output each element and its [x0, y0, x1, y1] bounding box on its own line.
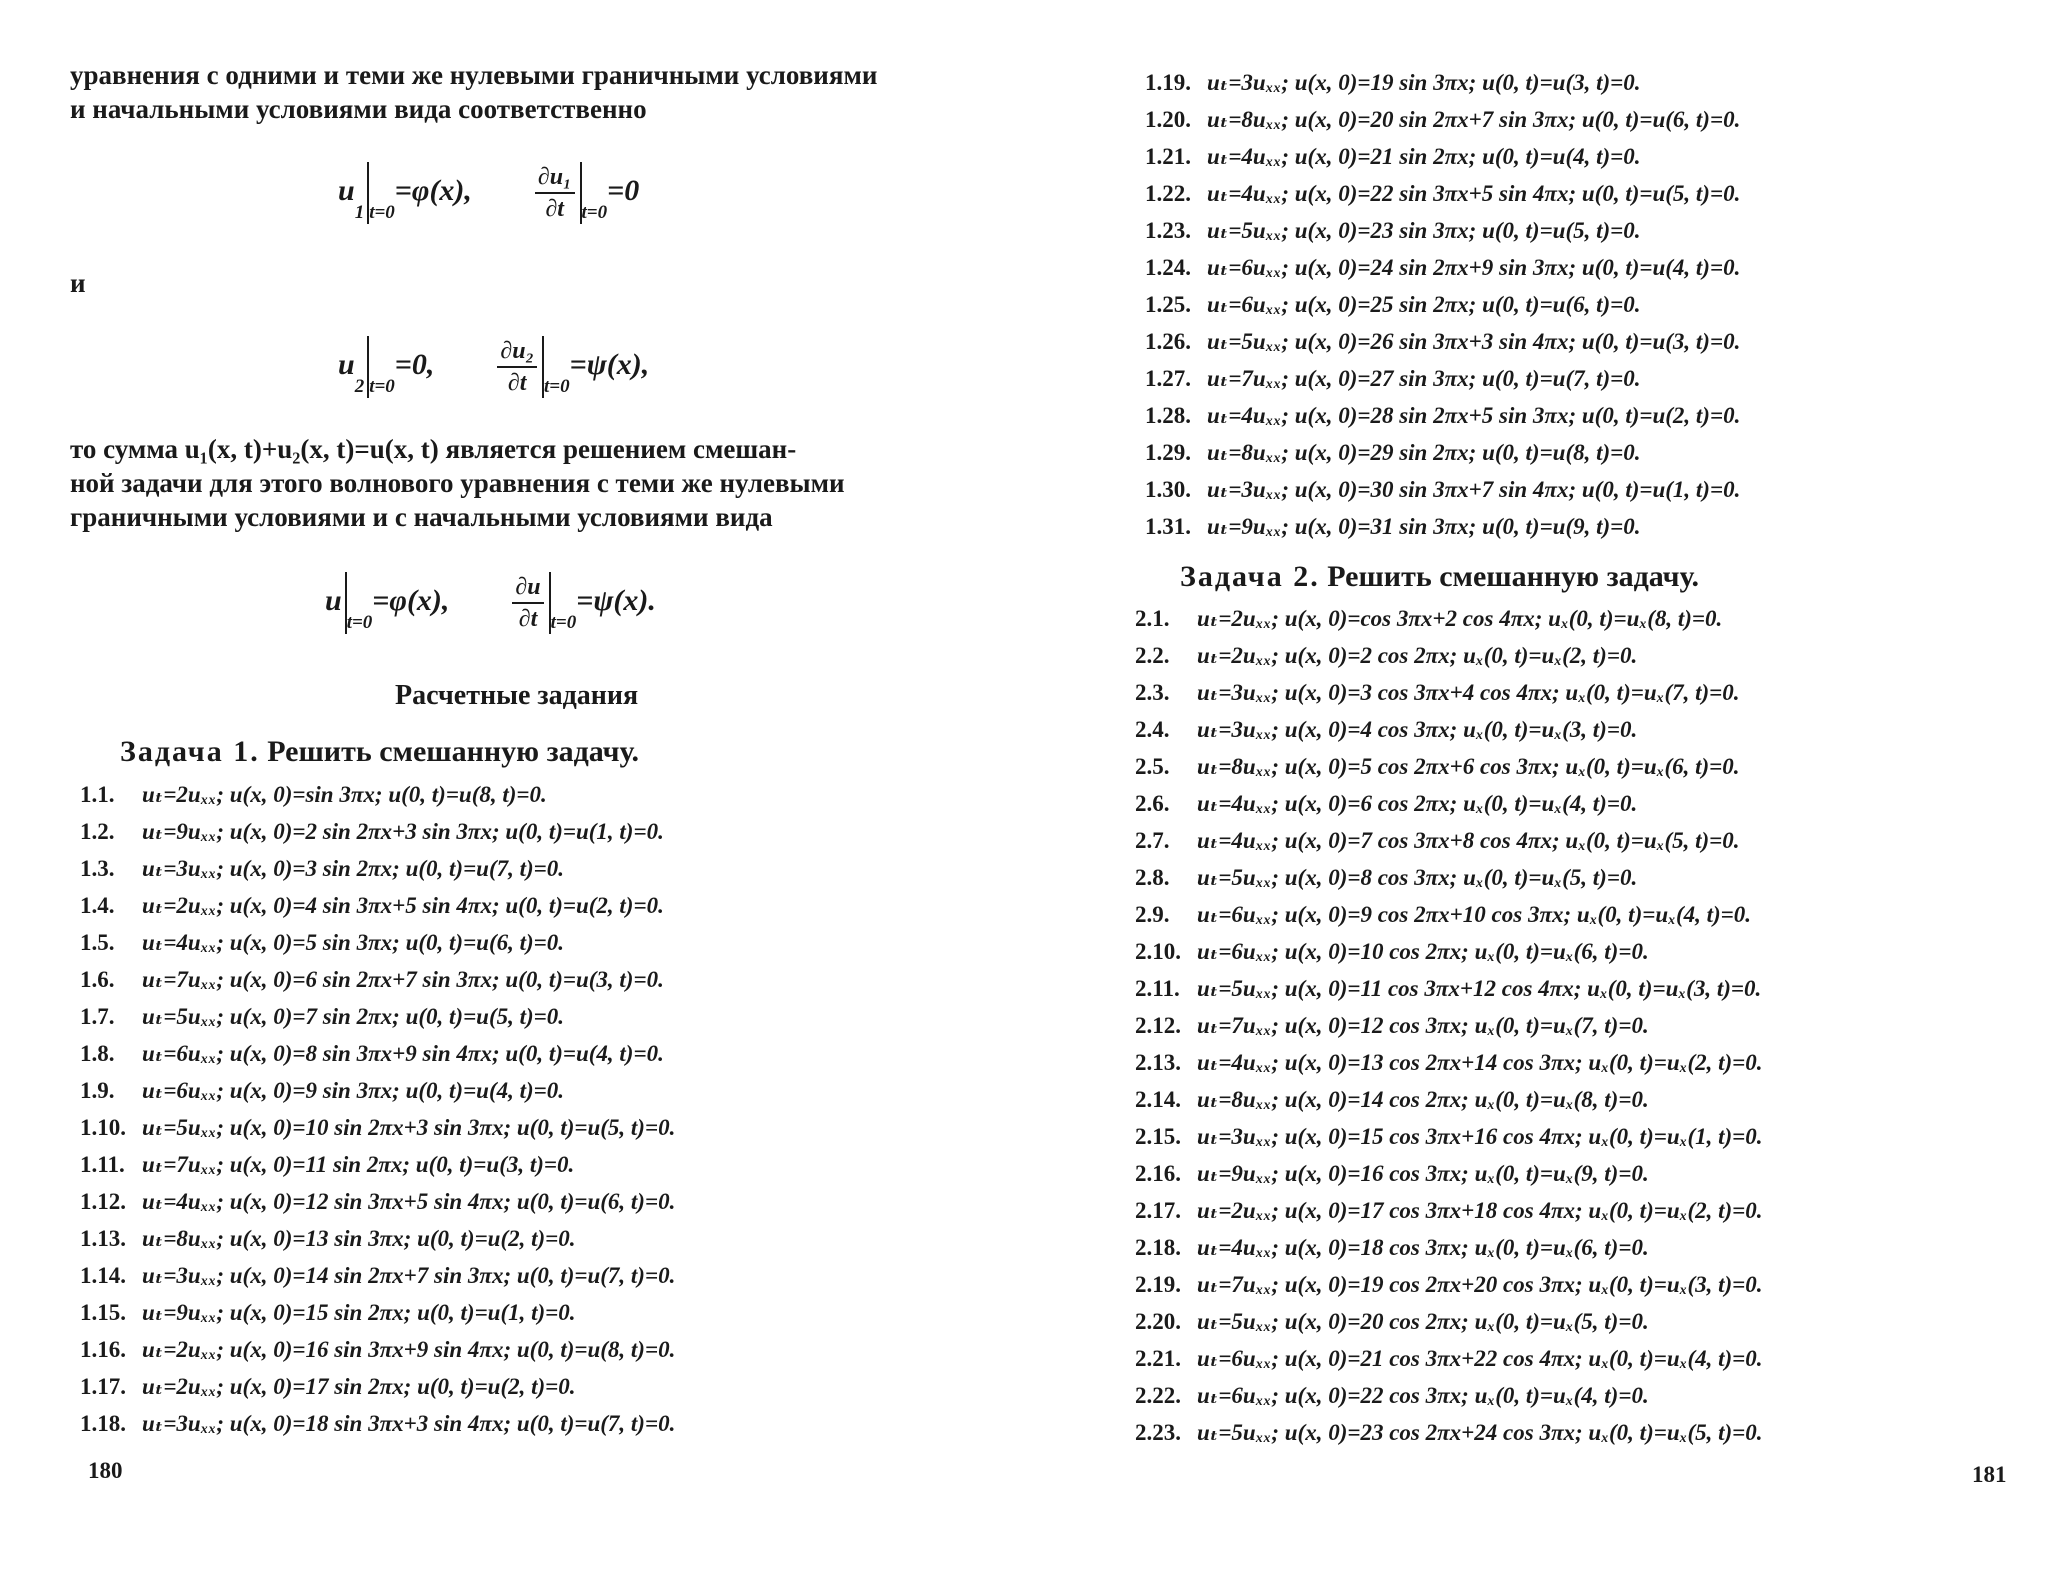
problem-item	[1145, 471, 1740, 508]
problem-item	[1135, 896, 1763, 933]
problem-equation: uₜ=6uₓₓ; u(x, 0)=25 sin 2πx; u(0, t)=u(6, t)=0.	[1207, 292, 1641, 317]
problem-number: 1.6.	[80, 967, 115, 992]
task-1-heading	[120, 735, 639, 769]
problem-number: 1.12.	[80, 1189, 126, 1214]
problem-number: 1.15.	[80, 1300, 126, 1325]
formula-var: u	[338, 174, 355, 207]
problem-equation: uₜ=9uₓₓ; u(x, 0)=2 sin 2πx+3 sin 3πx; u(0, t)=u(1, t)=0.	[142, 819, 664, 844]
task-text: Решить смешанную задачу.	[1327, 560, 1700, 593]
right-page	[1080, 0, 2072, 1579]
fraction-numerator: ∂u₂	[497, 336, 537, 368]
problem-equation: uₜ=4uₓₓ; u(x, 0)=12 sin 3πx+5 sin 4πx; u(0, t)=u(6, t)=0.	[142, 1189, 676, 1214]
problem-equation: uₜ=7uₓₓ; u(x, 0)=11 sin 2πx; u(0, t)=u(3, t)=0.	[142, 1152, 575, 1177]
text-line: граничными условиями и с начальными условиями вида	[70, 502, 773, 532]
formula-condition: t=0	[550, 612, 577, 633]
problem-number: 2.15.	[1135, 1124, 1181, 1149]
problem-item	[1135, 785, 1763, 822]
problem-number: 2.3.	[1135, 680, 1170, 705]
formula-u-initial	[325, 572, 656, 634]
problem-item	[1135, 1081, 1763, 1118]
problem-equation: uₜ=2uₓₓ; u(x, 0)=17 sin 2πx; u(0, t)=u(2, t)=0.	[142, 1374, 576, 1399]
sum-paragraph	[70, 432, 970, 534]
task-label: Задача 1.	[120, 735, 260, 768]
problem-number: 2.4.	[1135, 717, 1170, 742]
problem-number: 2.11.	[1135, 976, 1180, 1001]
formula-u2-initial	[338, 336, 649, 398]
problem-item	[1145, 249, 1740, 286]
problem-equation: uₜ=3uₓₓ; u(x, 0)=14 sin 2πx+7 sin 3πx; u(0, t)=u(7, t)=0.	[142, 1263, 676, 1288]
derivative-fraction	[497, 336, 537, 398]
problem-item	[80, 924, 675, 961]
problem-number: 2.17.	[1135, 1198, 1181, 1223]
problem-equation: uₜ=8uₓₓ; u(x, 0)=13 sin 3πx; u(0, t)=u(2, t)=0.	[142, 1226, 576, 1251]
problem-number: 2.20.	[1135, 1309, 1181, 1334]
problem-number: 2.12.	[1135, 1013, 1181, 1038]
problem-equation: uₜ=3uₓₓ; u(x, 0)=4 cos 3πx; uₓ(0, t)=uₓ(3, t)=0.	[1197, 717, 1638, 742]
problem-item	[1135, 1303, 1763, 1340]
problem-equation: uₜ=4uₓₓ; u(x, 0)=18 cos 3πx; uₓ(0, t)=uₓ(6, t)=0.	[1197, 1235, 1649, 1260]
intro-line: уравнения с одними и теми же нулевыми граничными условиями	[70, 60, 878, 90]
problem-number: 1.30.	[1145, 477, 1191, 502]
problem-equation: uₜ=2uₓₓ; u(x, 0)=2 cos 2πx; uₓ(0, t)=uₓ(2, t)=0.	[1197, 643, 1638, 668]
problem-equation: uₜ=6uₓₓ; u(x, 0)=24 sin 2πx+9 sin 3πx; u(0, t)=u(4, t)=0.	[1207, 255, 1741, 280]
formula-rhs: =0	[607, 174, 640, 207]
problem-equation: uₜ=3uₓₓ; u(x, 0)=15 cos 3πx+16 cos 4πx; uₓ(0, t)=uₓ(1, t)=0.	[1197, 1124, 1763, 1149]
formula-condition: t=0	[543, 376, 570, 397]
fraction-denominator: ∂t	[545, 196, 564, 223]
problem-item	[1145, 64, 1740, 101]
problem-equation: uₜ=9uₓₓ; u(x, 0)=31 sin 3πx; u(0, t)=u(9, t)=0.	[1207, 514, 1641, 539]
section-title: Расчетные задания	[395, 680, 639, 711]
problem-equation: uₜ=2uₓₓ; u(x, 0)=cos 3πx+2 cos 4πx; uₓ(0, t)=uₓ(8, t)=0.	[1197, 606, 1723, 631]
problem-equation: uₜ=9uₓₓ; u(x, 0)=16 cos 3πx; uₓ(0, t)=uₓ(9, t)=0.	[1197, 1161, 1649, 1186]
problem-item	[1135, 1266, 1763, 1303]
problem-item	[1145, 323, 1740, 360]
formula-rhs: =φ(x),	[394, 174, 472, 207]
left-page	[0, 0, 1000, 1579]
problem-item	[80, 1257, 675, 1294]
problem-equation: uₜ=7uₓₓ; u(x, 0)=12 cos 3πx; uₓ(0, t)=uₓ(7, t)=0.	[1197, 1013, 1649, 1038]
problem-equation: uₜ=6uₓₓ; u(x, 0)=9 sin 3πx; u(0, t)=u(4, t)=0.	[142, 1078, 565, 1103]
problem-number: 2.10.	[1135, 939, 1181, 964]
task-2-heading	[1180, 560, 1699, 594]
intro-paragraph	[70, 58, 970, 126]
page-number: 180	[88, 1458, 123, 1483]
problem-item	[1135, 970, 1763, 1007]
problem-equation: uₜ=6uₓₓ; u(x, 0)=9 cos 2πx+10 cos 3πx; uₓ(0, t)=uₓ(4, t)=0.	[1197, 902, 1752, 927]
problem-item	[80, 850, 675, 887]
formula-var: u	[325, 584, 342, 617]
problem-equation: uₜ=4uₓₓ; u(x, 0)=5 sin 3πx; u(0, t)=u(6, t)=0.	[142, 930, 565, 955]
text-line: то сумма u₁(x, t)+u₂(x, t)=u(x, t) является решением смешан-	[70, 434, 797, 464]
fraction-numerator: ∂u	[512, 572, 543, 604]
problem-number: 2.8.	[1135, 865, 1170, 890]
problem-item	[1135, 1377, 1763, 1414]
fraction-denominator: ∂t	[518, 606, 538, 633]
problem-number: 2.18.	[1135, 1235, 1181, 1260]
problem-item	[1135, 1044, 1763, 1081]
problem-item	[1145, 508, 1740, 545]
problem-number: 2.23.	[1135, 1420, 1181, 1445]
problem-number: 1.8.	[80, 1041, 115, 1066]
problem-number: 1.7.	[80, 1004, 115, 1029]
problem-equation: uₜ=2uₓₓ; u(x, 0)=sin 3πx; u(0, t)=u(8, t)=0.	[142, 782, 547, 807]
formula-var-subscript: 2	[354, 376, 365, 397]
problem-item	[1145, 138, 1740, 175]
formula-condition: t=0	[581, 202, 608, 223]
problem-item	[80, 961, 675, 998]
derivative-fraction	[512, 572, 543, 634]
problem-item	[1135, 1340, 1763, 1377]
problem-number: 2.7.	[1135, 828, 1170, 853]
problem-item	[1145, 434, 1740, 471]
task-1-problem-list	[80, 776, 675, 1442]
problem-equation: uₜ=4uₓₓ; u(x, 0)=7 cos 3πx+8 cos 4πx; uₓ(0, t)=uₓ(5, t)=0.	[1197, 828, 1740, 853]
problem-item	[1145, 212, 1740, 249]
problem-number: 1.26.	[1145, 329, 1191, 354]
problem-number: 1.19.	[1145, 70, 1191, 95]
problem-equation: uₜ=5uₓₓ; u(x, 0)=23 cos 2πx+24 cos 3πx; uₓ(0, t)=uₓ(5, t)=0.	[1197, 1420, 1763, 1445]
problem-item	[1145, 286, 1740, 323]
problem-number: 1.27.	[1145, 366, 1191, 391]
problem-equation: uₜ=3uₓₓ; u(x, 0)=30 sin 3πx+7 sin 4πx; u(0, t)=u(1, t)=0.	[1207, 477, 1741, 502]
problem-equation: uₜ=7uₓₓ; u(x, 0)=19 cos 2πx+20 cos 3πx; uₓ(0, t)=uₓ(3, t)=0.	[1197, 1272, 1763, 1297]
task-label: Задача 2.	[1180, 560, 1320, 593]
problem-equation: uₜ=5uₓₓ; u(x, 0)=20 cos 2πx; uₓ(0, t)=uₓ(5, t)=0.	[1197, 1309, 1649, 1334]
problem-equation: uₜ=3uₓₓ; u(x, 0)=18 sin 3πx+3 sin 4πx; u(0, t)=u(7, t)=0.	[142, 1411, 676, 1436]
problem-item	[1135, 1229, 1763, 1266]
task-2-problem-list	[1135, 600, 1763, 1451]
problem-equation: uₜ=2uₓₓ; u(x, 0)=16 sin 3πx+9 sin 4πx; u(0, t)=u(8, t)=0.	[142, 1337, 676, 1362]
problem-number: 2.14.	[1135, 1087, 1181, 1112]
problem-item	[80, 1294, 675, 1331]
page-number: 181	[1972, 1462, 2007, 1487]
problem-equation: uₜ=5uₓₓ; u(x, 0)=11 cos 3πx+12 cos 4πx; uₓ(0, t)=uₓ(3, t)=0.	[1197, 976, 1762, 1001]
problem-number: 2.1.	[1135, 606, 1170, 631]
problem-item	[80, 1146, 675, 1183]
problem-item	[1145, 175, 1740, 212]
problem-equation: uₜ=2uₓₓ; u(x, 0)=4 sin 3πx+5 sin 4πx; u(0, t)=u(2, t)=0.	[142, 893, 664, 918]
problem-number: 1.14.	[80, 1263, 126, 1288]
problem-number: 2.6.	[1135, 791, 1170, 816]
problem-equation: uₜ=6uₓₓ; u(x, 0)=10 cos 2πx; uₓ(0, t)=uₓ(6, t)=0.	[1197, 939, 1649, 964]
problem-number: 2.5.	[1135, 754, 1170, 779]
problem-number: 2.19.	[1135, 1272, 1181, 1297]
problem-item	[1135, 1007, 1763, 1044]
problem-equation: uₜ=4uₓₓ; u(x, 0)=13 cos 2πx+14 cos 3πx; uₓ(0, t)=uₓ(2, t)=0.	[1197, 1050, 1763, 1075]
problem-equation: uₜ=7uₓₓ; u(x, 0)=6 sin 2πx+7 sin 3πx; u(0, t)=u(3, t)=0.	[142, 967, 664, 992]
formula-rhs: =φ(x),	[372, 584, 450, 617]
problem-number: 1.29.	[1145, 440, 1191, 465]
fraction-denominator: ∂t	[507, 370, 527, 397]
problem-number: 2.9.	[1135, 902, 1170, 927]
problem-equation: uₜ=9uₓₓ; u(x, 0)=15 sin 2πx; u(0, t)=u(1, t)=0.	[142, 1300, 576, 1325]
problem-item	[1135, 1414, 1763, 1451]
problem-item	[80, 1405, 675, 1442]
problem-equation: uₜ=7uₓₓ; u(x, 0)=27 sin 3πx; u(0, t)=u(7, t)=0.	[1207, 366, 1641, 391]
problem-item	[80, 1109, 675, 1146]
problem-item	[1135, 1155, 1763, 1192]
problem-item	[1135, 822, 1763, 859]
formula-rhs: =ψ(x).	[576, 584, 656, 617]
problem-number: 1.13.	[80, 1226, 126, 1251]
formula-condition: t=0	[369, 202, 395, 223]
task-1-problem-list-continued	[1145, 64, 1740, 545]
problem-number: 1.25.	[1145, 292, 1191, 317]
problem-item	[1135, 711, 1763, 748]
problem-equation: uₜ=5uₓₓ; u(x, 0)=26 sin 3πx+3 sin 4πx; u(0, t)=u(3, t)=0.	[1207, 329, 1741, 354]
problem-item	[1135, 600, 1763, 637]
problem-number: 1.23.	[1145, 218, 1191, 243]
formula-condition: t=0	[346, 612, 373, 633]
problem-item	[80, 813, 675, 850]
problem-item	[1135, 933, 1763, 970]
problem-item	[1145, 360, 1740, 397]
problem-number: 2.16.	[1135, 1161, 1181, 1186]
problem-number: 1.24.	[1145, 255, 1191, 280]
formula-condition: t=0	[369, 376, 395, 397]
problem-equation: uₜ=4uₓₓ; u(x, 0)=6 cos 2πx; uₓ(0, t)=uₓ(4, t)=0.	[1197, 791, 1638, 816]
formula-rhs: =0,	[394, 348, 435, 381]
problem-number: 2.2.	[1135, 643, 1170, 668]
problem-number: 1.1.	[80, 782, 115, 807]
problem-number: 1.22.	[1145, 181, 1191, 206]
problem-equation: uₜ=8uₓₓ; u(x, 0)=5 cos 2πx+6 cos 3πx; uₓ(0, t)=uₓ(6, t)=0.	[1197, 754, 1740, 779]
problem-item	[1135, 748, 1763, 785]
problem-equation: uₜ=6uₓₓ; u(x, 0)=22 cos 3πx; uₓ(0, t)=uₓ(4, t)=0.	[1197, 1383, 1649, 1408]
problem-number: 2.22.	[1135, 1383, 1181, 1408]
problem-equation: uₜ=4uₓₓ; u(x, 0)=21 sin 2πx; u(0, t)=u(4, t)=0.	[1207, 144, 1641, 169]
intro-line: и начальными условиями вида соответственно	[70, 94, 647, 124]
problem-item	[80, 1183, 675, 1220]
problem-item	[80, 887, 675, 924]
conjunction: и	[70, 268, 86, 298]
problem-number: 2.21.	[1135, 1346, 1181, 1371]
problem-item	[1135, 1192, 1763, 1229]
problem-number: 1.20.	[1145, 107, 1191, 132]
problem-item	[80, 1368, 675, 1405]
problem-item	[80, 1072, 675, 1109]
formula-rhs: =ψ(x),	[569, 348, 650, 381]
problem-item	[1145, 397, 1740, 434]
problem-number: 1.10.	[80, 1115, 126, 1140]
problem-number: 1.31.	[1145, 514, 1191, 539]
problem-number: 2.13.	[1135, 1050, 1181, 1075]
formula-var: u	[338, 348, 355, 381]
problem-number: 1.9.	[80, 1078, 115, 1103]
problem-item	[1135, 859, 1763, 896]
problem-number: 1.4.	[80, 893, 115, 918]
problem-equation: uₜ=8uₓₓ; u(x, 0)=29 sin 2πx; u(0, t)=u(8, t)=0.	[1207, 440, 1641, 465]
problem-equation: uₜ=3uₓₓ; u(x, 0)=3 cos 3πx+4 cos 4πx; uₓ(0, t)=uₓ(7, t)=0.	[1197, 680, 1740, 705]
problem-equation: uₜ=3uₓₓ; u(x, 0)=3 sin 2πx; u(0, t)=u(7, t)=0.	[142, 856, 565, 881]
problem-item	[80, 776, 675, 813]
problem-number: 1.21.	[1145, 144, 1191, 169]
problem-number: 1.2.	[80, 819, 115, 844]
formula-var-subscript: 1	[354, 202, 365, 223]
problem-number: 1.3.	[80, 856, 115, 881]
problem-equation: uₜ=4uₓₓ; u(x, 0)=22 sin 3πx+5 sin 4πx; u(0, t)=u(5, t)=0.	[1207, 181, 1741, 206]
problem-equation: uₜ=6uₓₓ; u(x, 0)=21 cos 3πx+22 cos 4πx; uₓ(0, t)=uₓ(4, t)=0.	[1197, 1346, 1763, 1371]
text-line: ной задачи для этого волнового уравнения с теми же нулевыми	[70, 468, 845, 498]
problem-equation: uₜ=6uₓₓ; u(x, 0)=8 sin 3πx+9 sin 4πx; u(0, t)=u(4, t)=0.	[142, 1041, 664, 1066]
problem-item	[1135, 637, 1763, 674]
problem-item	[80, 998, 675, 1035]
problem-equation: uₜ=8uₓₓ; u(x, 0)=14 cos 2πx; uₓ(0, t)=uₓ(8, t)=0.	[1197, 1087, 1649, 1112]
problem-equation: uₜ=2uₓₓ; u(x, 0)=17 cos 3πx+18 cos 4πx; uₓ(0, t)=uₓ(2, t)=0.	[1197, 1198, 1763, 1223]
problem-equation: uₜ=5uₓₓ; u(x, 0)=8 cos 3πx; uₓ(0, t)=uₓ(5, t)=0.	[1197, 865, 1638, 890]
problem-equation: uₜ=3uₓₓ; u(x, 0)=19 sin 3πx; u(0, t)=u(3, t)=0.	[1207, 70, 1641, 95]
problem-equation: uₜ=5uₓₓ; u(x, 0)=10 sin 2πx+3 sin 3πx; u(0, t)=u(5, t)=0.	[142, 1115, 676, 1140]
problem-number: 1.18.	[80, 1411, 126, 1436]
fraction-numerator: ∂u₁	[535, 162, 575, 194]
problem-item	[80, 1220, 675, 1257]
problem-item	[80, 1331, 675, 1368]
problem-number: 1.16.	[80, 1337, 126, 1362]
problem-equation: uₜ=4uₓₓ; u(x, 0)=28 sin 2πx+5 sin 3πx; u(0, t)=u(2, t)=0.	[1207, 403, 1741, 428]
problem-item	[80, 1035, 675, 1072]
problem-number: 1.28.	[1145, 403, 1191, 428]
formula-u1-initial	[338, 162, 639, 224]
problem-item	[1145, 101, 1740, 138]
problem-item	[1135, 674, 1763, 711]
derivative-fraction	[535, 162, 575, 224]
task-text: Решить смешанную задачу.	[267, 735, 640, 768]
problem-equation: uₜ=5uₓₓ; u(x, 0)=7 sin 2πx; u(0, t)=u(5, t)=0.	[142, 1004, 565, 1029]
problem-item	[1135, 1118, 1763, 1155]
problem-number: 1.17.	[80, 1374, 126, 1399]
problem-equation: uₜ=5uₓₓ; u(x, 0)=23 sin 3πx; u(0, t)=u(5, t)=0.	[1207, 218, 1641, 243]
problem-number: 1.11.	[80, 1152, 125, 1177]
problem-number: 1.5.	[80, 930, 115, 955]
problem-equation: uₜ=8uₓₓ; u(x, 0)=20 sin 2πx+7 sin 3πx; u(0, t)=u(6, t)=0.	[1207, 107, 1741, 132]
